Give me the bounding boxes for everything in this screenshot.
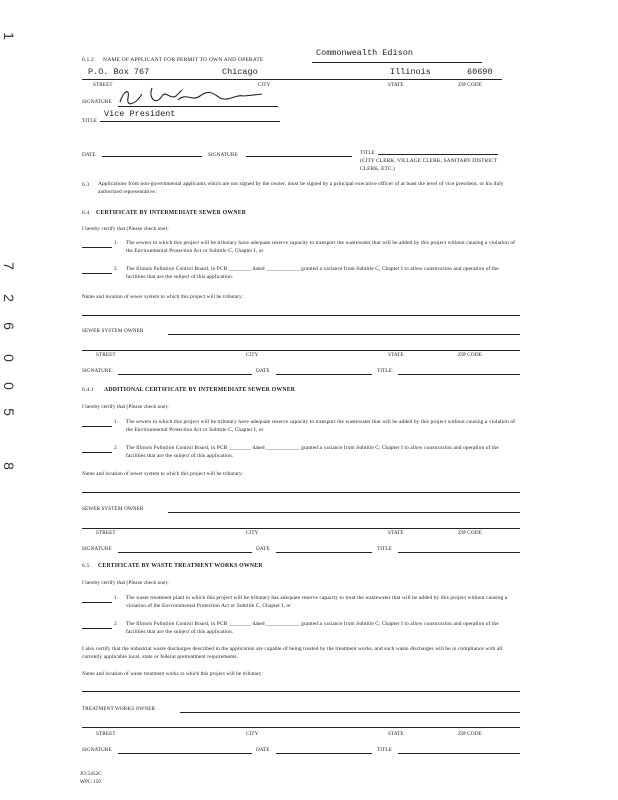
entry-line[interactable]: [276, 374, 372, 375]
signature-label: SIGNATURE: [208, 152, 238, 158]
section-heading: ADDITIONAL CERTIFICATE BY INTERMEDIATE SEWER OWNER: [104, 387, 296, 393]
entry-line[interactable]: [180, 712, 520, 713]
item-number: 2.: [114, 621, 119, 627]
stamp-char: 0: [0, 354, 17, 362]
section-heading: CERTIFICATE BY INTERMEDIATE SEWER OWNER: [96, 210, 247, 216]
signature-label: SIGNATURE: [82, 546, 112, 552]
item-number: 2.: [114, 266, 119, 272]
street-label: STREET: [93, 82, 113, 88]
street-label: STREET: [96, 731, 116, 737]
zip-label: ZIP CODE: [458, 82, 482, 88]
stamp-char: 0: [0, 382, 17, 390]
certify-text: I hereby certify that (Please check one):: [82, 404, 169, 410]
section-label: 6.4.1: [82, 387, 94, 393]
stamp-char: 1: [0, 32, 17, 40]
sewer-owner-label: SEWER SYSTEM OWNER: [82, 328, 144, 334]
section-label: 6.5: [82, 563, 90, 569]
applicant-address[interactable]: P.O. Box 767: [88, 67, 150, 77]
entry-line[interactable]: [398, 552, 520, 553]
signature-label: SIGNATURE: [82, 368, 112, 374]
entry-line[interactable]: [276, 753, 372, 754]
zip-label: ZIP CODE: [458, 731, 482, 737]
entry-line[interactable]: [118, 552, 252, 553]
date-label: DATE: [256, 368, 270, 374]
title-value[interactable]: Vice President: [104, 109, 176, 119]
item-number: 1.: [114, 240, 119, 246]
entry-line[interactable]: [118, 374, 252, 375]
note-text: Applications from non-governmental applicants which are not signed by the owner, must be signed by a principal executive officer of at least the level of vice president, or his duly authorized representative.: [98, 181, 504, 195]
date-label: DATE: [256, 747, 270, 753]
section-label: 6.1.2: [82, 57, 94, 63]
item-text: The Illinois Pollution Control Board, in PCB ________ dated ____________ granted a variance from Subtitle C, Chapter I to allow construction and operation of the facilities that are the subject of this application.: [126, 266, 499, 280]
title-label: TITLE: [82, 118, 97, 124]
signature-label: SIGNATURE: [82, 99, 112, 105]
form-code: JO:5452C: [80, 771, 102, 777]
stamp-char: 6: [0, 322, 17, 330]
handwritten-signature: [112, 84, 272, 108]
name-location: Name and location of sewer system to which this project will be tributary:: [82, 471, 244, 477]
entry-line[interactable]: [276, 552, 372, 553]
title-label: TITLE: [377, 546, 392, 552]
state-label: STATE: [388, 731, 404, 737]
item-number: 1.: [114, 419, 119, 425]
title-label: TITLE: [360, 150, 375, 156]
stamp-char: 2: [0, 294, 17, 302]
city-label: CITY: [246, 731, 259, 737]
entry-line[interactable]: [82, 315, 520, 316]
applicant-state[interactable]: Illinois: [390, 67, 431, 77]
section-label: 6.4: [82, 210, 90, 216]
applicant-city[interactable]: Chicago: [222, 67, 258, 77]
title-label: TITLE: [377, 368, 392, 374]
date-label: DATE: [256, 546, 270, 552]
state-label: STATE: [388, 530, 404, 536]
entry-line[interactable]: [82, 492, 520, 493]
name-location: Name and location of sewer system to which this project will be tributary:: [82, 294, 244, 300]
stamp-char: 7: [0, 262, 17, 270]
checkbox-line[interactable]: [82, 247, 112, 248]
section-heading: CERTIFICATE BY WASTE TREATMENT WORKS OWNER: [98, 563, 263, 569]
item-text: The sewers to which this project will be tributary have adequate reserve capacity to transport the wastewater that will be added by this project without causing a violation of the Environmental Protection Act or Subtitle C, Chapter I, or: [126, 240, 516, 254]
street-label: STREET: [96, 352, 116, 358]
checkbox-line[interactable]: [82, 602, 112, 603]
item-text: The Illinois Pollution Control Board, in PCB ________ dated ____________ granted a variance from Subtitle C, Chapter I to allow construction and operation of the facilities that are the subject of this application.: [126, 621, 499, 635]
title-label: TITLE: [377, 747, 392, 753]
stamp-char: 8: [0, 462, 17, 470]
entry-line[interactable]: [168, 334, 520, 335]
state-label: STATE: [388, 82, 404, 88]
checkbox-line[interactable]: [82, 426, 112, 427]
certify-text: I hereby certify that (Please check one):: [82, 580, 169, 586]
item-text: The sewers to which this project will be tributary have adequate reserve capacity to transport the wastewater that will be added by this project without causing a violation of the Environmental Protection Act or Subtitle C, Chapter I, or: [126, 419, 516, 433]
entry-line[interactable]: [398, 753, 520, 754]
signature-label: SIGNATURE: [82, 747, 112, 753]
city-label: CITY: [246, 352, 259, 358]
city-label: CITY: [246, 530, 259, 536]
zip-label: ZIP CODE: [458, 530, 482, 536]
name-location: Name and location of waste treatment works to which this project will be tributary:: [82, 671, 264, 677]
date-label: DATE: [82, 152, 96, 158]
also-certify-text: I also certify that the industrial waste discharges described in the application are capable of being treated by the treatment works, and such waste discharges will be in compliance with all currently applicable local, state or federal pretreatment requirements.: [82, 646, 503, 660]
applicant-caption: NAME OF APPLICANT FOR PERMIT TO OWN AND OPERATE: [103, 57, 264, 63]
zip-label: ZIP CODE: [458, 352, 482, 358]
entry-line[interactable]: [82, 528, 520, 529]
entry-line[interactable]: [82, 350, 520, 351]
sewer-owner-label: SEWER SYSTEM OWNER: [82, 506, 144, 512]
entry-line[interactable]: [168, 512, 520, 513]
checkbox-line[interactable]: [82, 452, 112, 453]
checkbox-line[interactable]: [82, 273, 112, 274]
item-number: 2.: [114, 445, 119, 451]
applicant-zip[interactable]: 60690: [467, 67, 493, 77]
entry-line[interactable]: [82, 727, 520, 728]
section-label: 6.3: [82, 182, 90, 188]
city-label: CITY: [258, 82, 271, 88]
state-label: STATE: [388, 352, 404, 358]
certify-text: I hereby certify that (Please check one):: [82, 226, 169, 232]
checkbox-line[interactable]: [82, 628, 112, 629]
entry-line[interactable]: [398, 374, 520, 375]
stamp-char: 5: [0, 408, 17, 416]
item-text: The waste treatment plant to which this project will be tributary has adequate reserve capacity to treat the wastewater that will be added by this project without causing a violation of the Environmental Protection Act or Subtitle C, Chapter I, or: [126, 595, 508, 609]
street-label: STREET: [96, 530, 116, 536]
entry-line[interactable]: [118, 753, 252, 754]
title-note: (CITY CLERK, VILLAGE CLERK, SANITARY DISTRICT CLERK, ETC.): [360, 158, 498, 172]
form-number: WPC 150: [80, 779, 102, 785]
entry-line[interactable]: [82, 691, 520, 692]
item-number: 1.: [114, 595, 119, 601]
works-owner-label: TREATMENT WORKS OWNER: [82, 706, 156, 712]
item-text: The Illinois Pollution Control Board, in PCB ________ dated ____________ granted a variance from Subtitle C, Chapter I to allow construction and operation of the facilities that are the subject of this application.: [126, 445, 499, 459]
applicant-name[interactable]: Commonwealth Edison: [316, 48, 413, 58]
